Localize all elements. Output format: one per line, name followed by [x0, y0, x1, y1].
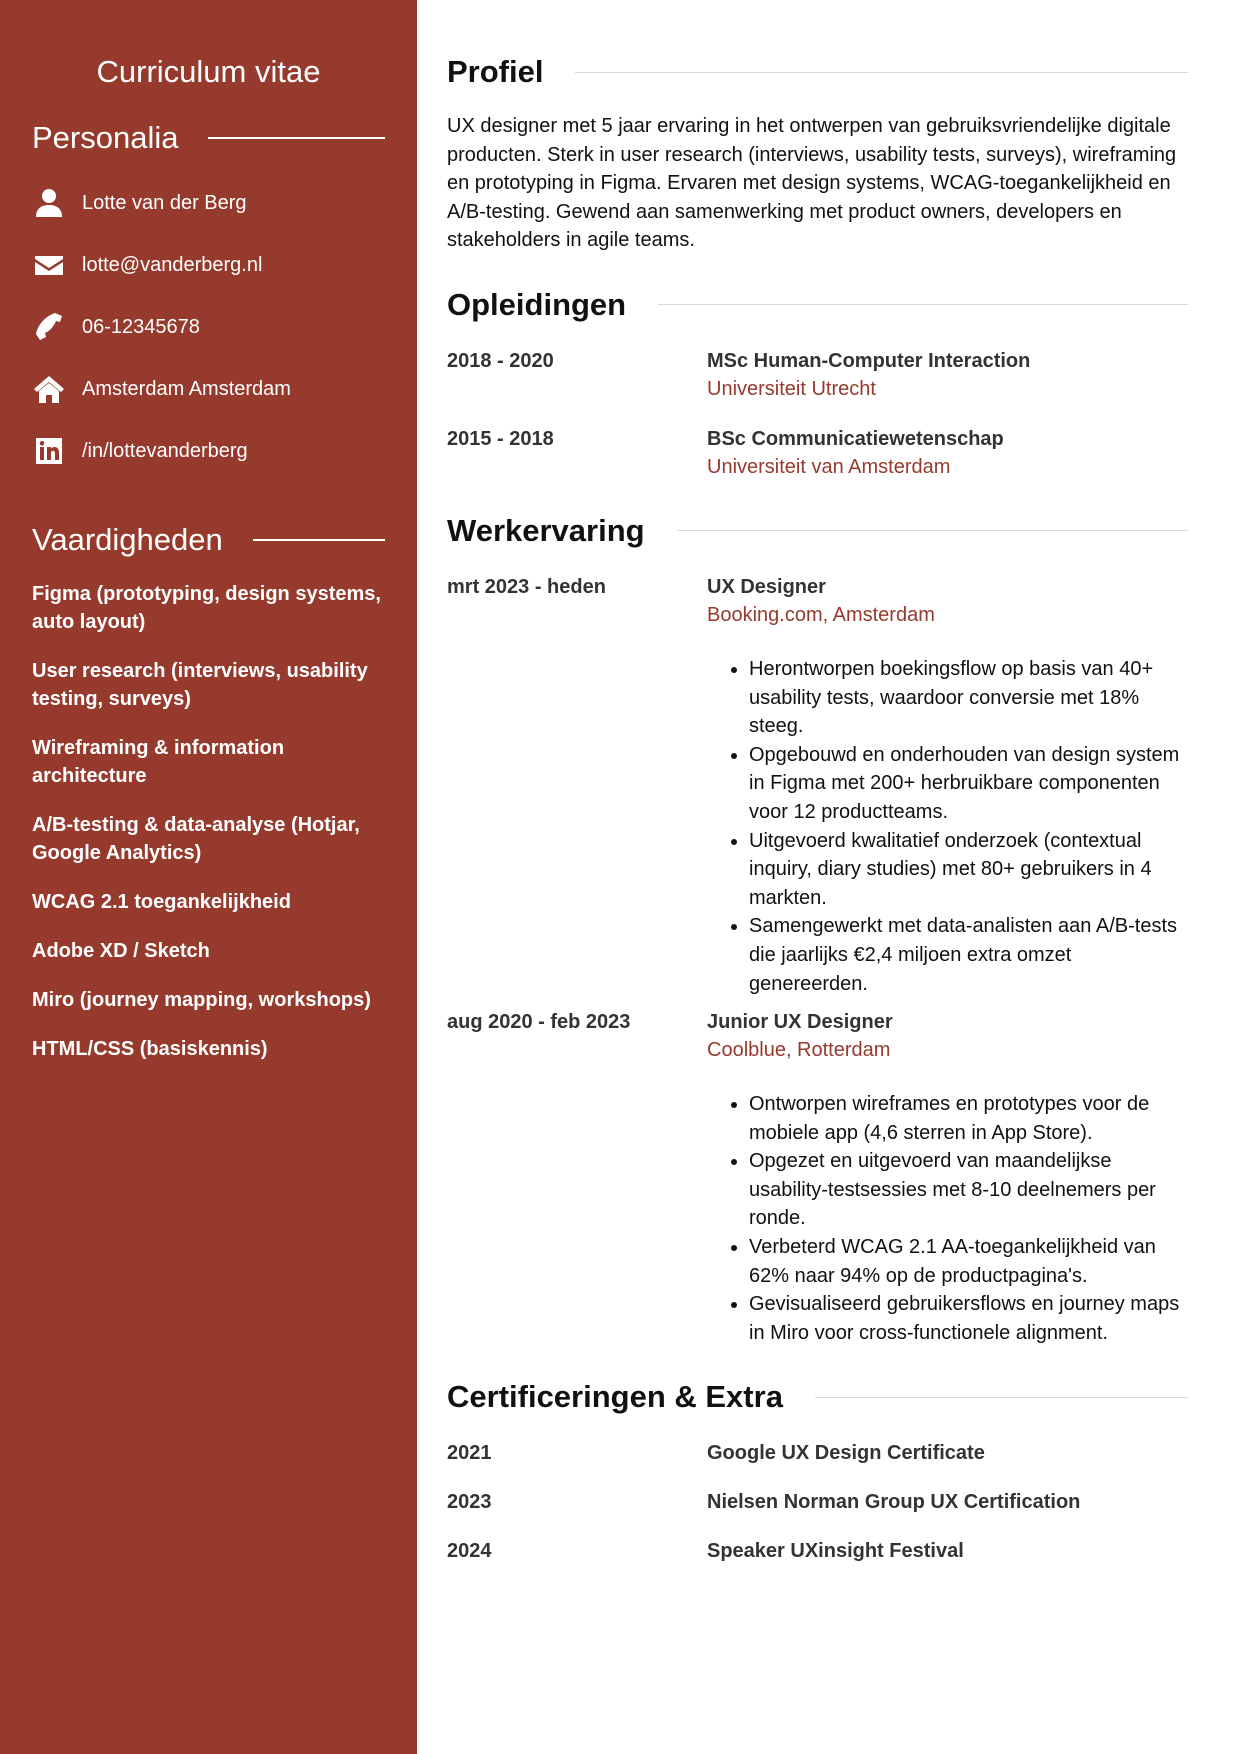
work-entry: [447, 573, 1188, 998]
entry-org: Coolblue, Rotterdam: [707, 1039, 891, 1062]
entry-body: [707, 573, 1188, 998]
bullet-item: • Opgebouwd en onderhouden van design system in Figma met 200+ herbruikbare componenten voor 12 productteams.: [749, 741, 1188, 827]
section-rule: [677, 530, 1188, 531]
certification-entry: [447, 1439, 1188, 1467]
bullet-item: • Ontworpen wireframes en prototypes voor de mobiele app (4,6 sterren in App Store).: [749, 1090, 1188, 1147]
certifications-section: [447, 1377, 1188, 1565]
entry-body: [707, 1488, 1188, 1516]
skill-item: Miro (journey mapping, workshops): [32, 989, 371, 1011]
entry-date: 2015 - 2018: [447, 427, 554, 450]
contact-name-text: Lotte van der Berg: [82, 191, 247, 214]
contact-name: [32, 172, 385, 234]
linkedin-icon: [32, 434, 66, 468]
skill-item: Figma (prototyping, design systems, auto layout): [32, 583, 381, 633]
entry-title: Speaker UXinsight Festival: [707, 1540, 964, 1563]
sidebar: [0, 0, 417, 1754]
profile-heading: [447, 52, 1188, 92]
bullet-item: • Gevisualiseerd gebruikersflows en journey maps in Miro voor cross-functionele alignment.: [749, 1290, 1188, 1347]
envelope-icon: [32, 248, 66, 282]
personalia-heading-rule: [208, 137, 385, 139]
entry-body: [707, 1439, 1188, 1467]
entry-bullets: [707, 1090, 1188, 1347]
contact-phone[interactable]: [32, 296, 385, 358]
entry-title: Google UX Design Certificate: [707, 1442, 985, 1465]
section-rule: [815, 1397, 1188, 1398]
entry-body: [707, 347, 1188, 403]
certifications-heading-label: Certificeringen & Extra: [447, 1379, 783, 1415]
profile-text: UX designer met 5 jaar ervaring in het ontwerpen van gebruiksvriendelijke digitale producten. Sterk in user research (interviews, usability tests, surveys), wireframing en prototyping in Figma. Ervaren met design systems, WCAG-toegankelijkheid en A/B-testing. Gewend aan samenwerking met product owners, developers en stakeholders in agile teams.: [447, 115, 1177, 252]
certification-entry: [447, 1537, 1188, 1565]
entry-title: MSc Human-Computer Interaction: [707, 349, 1031, 372]
bullet-item: • Herontworpen boekingsflow op basis van 40+ usability tests, waardoor conversie met 18% steeg.: [749, 655, 1188, 741]
skill-item: Wireframing & information architecture: [32, 737, 285, 787]
work-heading-label: Werkervaring: [447, 512, 645, 548]
entry-org: Booking.com, Amsterdam: [707, 603, 935, 626]
personalia-heading: [32, 118, 385, 158]
contact-address: [32, 358, 385, 420]
entry-body: [707, 425, 1188, 481]
personalia-heading-label: Personalia: [32, 120, 179, 155]
entry-bullets: [707, 655, 1188, 998]
entry-title: UX Designer: [707, 575, 826, 598]
entry-org: Universiteit van Amsterdam: [707, 455, 951, 478]
contact-list: [32, 172, 385, 482]
entry-body: [707, 1537, 1188, 1565]
skills-heading-label: Vaardigheden: [32, 522, 223, 557]
user-icon: [32, 186, 66, 220]
education-heading-label: Opleidingen: [447, 286, 627, 322]
education-section: [447, 285, 1188, 481]
section-rule: [575, 72, 1188, 73]
education-entry: [447, 347, 1188, 403]
main-content: [447, 52, 1188, 1565]
bullet-item: • Opgezet en uitgevoerd van maandelijkse usability-testsessies met 8-10 deelnemers per ronde.: [749, 1147, 1188, 1233]
phone-icon: [32, 310, 66, 344]
home-icon: [32, 372, 66, 406]
work-heading: [447, 511, 1188, 551]
entry-body: [707, 1008, 1188, 1347]
entry-date: 2018 - 2020: [447, 349, 554, 372]
skill-item: WCAG 2.1 toegankelijkheid: [32, 891, 291, 913]
entry-date: 2021: [447, 1442, 492, 1465]
contact-email[interactable]: [32, 234, 385, 296]
work-section: [447, 511, 1188, 1347]
skills-heading-rule: [253, 539, 385, 541]
skill-item: User research (interviews, usability testing, surveys): [32, 660, 368, 710]
entry-title: BSc Communicatiewetenschap: [707, 427, 1004, 450]
entry-date: mrt 2023 - heden: [447, 575, 606, 598]
document-title: Curriculum vitae: [96, 54, 321, 89]
skills-list: [32, 580, 385, 1063]
certifications-heading: [447, 1377, 1188, 1417]
contact-linkedin-text[interactable]: /in/lottevanderberg: [82, 439, 248, 462]
entry-title: Junior UX Designer: [707, 1011, 893, 1034]
entry-date: 2023: [447, 1491, 492, 1514]
certification-entry: [447, 1488, 1188, 1516]
bullet-item: • Uitgevoerd kwalitatief onderzoek (contextual inquiry, diary studies) met 80+ gebruikers in 4 markten.: [749, 827, 1188, 913]
bullet-item: • Verbeterd WCAG 2.1 AA-toegankelijkheid van 62% naar 94% op de productpagina's.: [749, 1233, 1188, 1290]
contact-phone-text[interactable]: 06-12345678: [82, 315, 200, 338]
entry-title: Nielsen Norman Group UX Certification: [707, 1491, 1081, 1514]
entry-date: aug 2020 - feb 2023: [447, 1011, 631, 1034]
entry-date: 2024: [447, 1540, 492, 1563]
skill-item: Adobe XD / Sketch: [32, 940, 210, 962]
profile-section: [447, 52, 1188, 255]
section-rule: [658, 304, 1188, 305]
education-heading: [447, 285, 1188, 325]
skills-heading: [32, 520, 385, 560]
profile-heading-label: Profiel: [447, 54, 544, 89]
skill-item: HTML/CSS (basiskennis): [32, 1038, 268, 1060]
contact-linkedin[interactable]: [32, 420, 385, 482]
contact-email-text[interactable]: lotte@vanderberg.nl: [82, 253, 263, 276]
bullet-item: • Samengewerkt met data-analisten aan A/B-tests die jaarlijks €2,4 miljoen extra omzet genereerden.: [749, 912, 1188, 998]
skill-item: A/B-testing & data-analyse (Hotjar, Google Analytics): [32, 814, 360, 864]
contact-address-text: Amsterdam Amsterdam: [82, 377, 291, 400]
work-entry: [447, 1008, 1188, 1347]
entry-org: Universiteit Utrecht: [707, 377, 876, 400]
education-entry: [447, 425, 1188, 481]
